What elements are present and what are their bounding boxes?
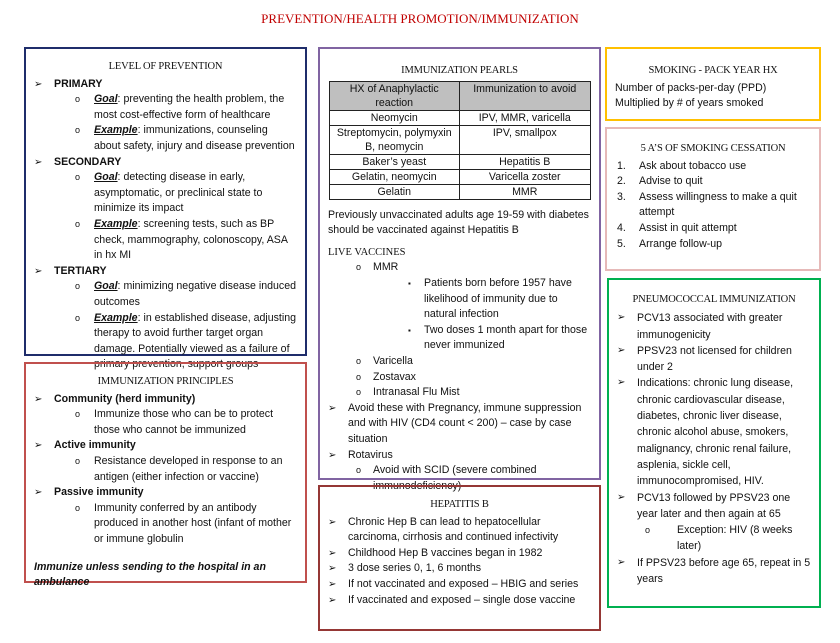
pneumo-heading: PNEUMOCOCCAL IMMUNIZATION — [632, 294, 796, 305]
live-vaccines-heading: LIVE VACCINES — [328, 246, 406, 258]
immunization-pearls-box — [318, 47, 601, 492]
table-row — [329, 169, 590, 184]
table-row — [329, 125, 590, 154]
secondary-label: ➢ SECONDARY — [34, 155, 297, 171]
cell: Hepatitis B — [460, 154, 591, 169]
pneumo-item: ➢ If PPSV23 before age 65, repeat in 5 years — [617, 555, 811, 588]
primary-example: o Example: immunizations, counseling about safety, injury and disease prevention — [34, 123, 297, 154]
levels-heading: LEVEL OF PREVENTION — [108, 61, 223, 72]
varicella-item: o Varicella — [328, 354, 591, 370]
rotavirus-note: o Avoid with SCID (severe combined immunodeficiency) — [328, 463, 591, 494]
cessation-item: 4. Assist in quit attempt — [617, 221, 737, 234]
cell: Neomycin — [329, 110, 460, 125]
cell: Baker’s yeast — [329, 154, 460, 169]
secondary-goal: o Goal: detecting disease in early, asymptomatic, or preclinical state to minimize its impact — [34, 170, 297, 217]
smoking-line: Multiplied by # of years smoked — [615, 97, 764, 110]
cessation-item: 2. Advise to quit — [617, 175, 703, 188]
hepatitis-b-box — [318, 485, 601, 631]
cell: Gelatin, neomycin — [329, 169, 460, 184]
smoking-box — [605, 47, 821, 121]
community-label: ➢ Community (herd immunity) — [34, 392, 297, 408]
hepb-item: ➢ If not vaccinated and exposed – HBIG and series — [328, 577, 591, 593]
cell: Varicella zoster — [460, 169, 591, 184]
tertiary-label: ➢ TERTIARY — [34, 264, 297, 280]
avoid-note: ➢ Avoid these with Pregnancy, immune suppression and with HIV (CD4 count < 200) – case by case situation — [328, 401, 591, 448]
mmr-note: ▪ Two doses 1 month apart for those never immunized — [328, 323, 591, 354]
flu-item: o Intranasal Flu Mist — [328, 385, 591, 401]
page-title: PREVENTION/HEALTH PROMOTION/IMMUNIZATION — [261, 11, 579, 26]
mmr-note: ▪ Patients born before 1957 have likelihood of immunity due to natural infection — [328, 276, 591, 323]
hepb-item: ➢ Childhood Hep B vaccines began in 1982 — [328, 546, 591, 562]
pearls-heading: IMMUNIZATION PEARLS — [401, 65, 518, 76]
passive-desc: o Immunity conferred by an antibody produced in another host (infant of mother or immune globulin — [34, 501, 297, 548]
cell: IPV, MMR, varicella — [460, 110, 591, 125]
pneumococcal-box — [607, 278, 821, 608]
active-label: ➢ Active immunity — [34, 438, 297, 454]
pneumo-exception: o Exception: HIV (8 weeks later) — [617, 522, 811, 555]
table-row — [329, 154, 590, 169]
cessation-item: 3. Assess willingness to make a quit attempt — [617, 190, 797, 219]
diabetes-note: Previously unvaccinated adults age 19-59 with diabetes should be vaccinated against Hepatitis B — [328, 208, 589, 237]
hepb-item: ➢ Chronic Hep B can lead to hepatocellular carcinoma, cirrhosis and continued infectivity — [328, 515, 591, 546]
cessation-heading: 5 A’S OF SMOKING CESSATION — [640, 143, 786, 154]
mmr-item: o MMR — [328, 260, 591, 276]
tertiary-goal: o Goal: minimizing negative disease induced outcomes — [34, 279, 297, 310]
levels-of-prevention-box — [24, 47, 307, 371]
tertiary-example: o Example: in established disease, adjusting therapy to avoid further target organ damage. Potentially viewed as a failure of primary prevention, support groups — [34, 311, 297, 373]
col-header: HX of Anaphylactic reaction — [329, 81, 460, 110]
primary-goal: o Goal: preventing the health problem, the most cost-effective form of healthcare — [34, 92, 297, 123]
cell: IPV, smallpox — [460, 125, 591, 154]
cell: Gelatin — [329, 184, 460, 199]
anaphylaxis-table — [329, 81, 591, 200]
cessation-box — [605, 127, 821, 271]
passive-label: ➢ Passive immunity — [34, 485, 297, 501]
primary-label: ➢ PRIMARY — [34, 77, 297, 93]
pneumo-item: ➢ PPSV23 not licensed for children under 2 — [617, 343, 811, 376]
hepb-item: ➢ If vaccinated and exposed – single dose vaccine — [328, 593, 591, 609]
cessation-item: 1. Ask about tobacco use — [617, 159, 747, 172]
active-desc: o Resistance developed in response to an antigen (either infection or vaccine) — [34, 454, 297, 485]
principles-heading: IMMUNIZATION PRINCIPLES — [97, 376, 234, 387]
pneumo-item: ➢ PCV13 followed by PPSV23 one year later and then again at 65 — [617, 490, 811, 523]
table-row — [329, 184, 590, 199]
hepb-heading: HEPATITIS B — [430, 499, 489, 510]
cell: Streptomycin, polymyxin B, neomycin — [329, 125, 460, 154]
community-desc: o Immunize those who can be to protect those who cannot be immunized — [34, 407, 297, 438]
table-row — [329, 110, 590, 125]
pneumo-item: ➢ Indications: chronic lung disease, chronic cardiovascular disease, diabetes, chronic liver disease, chronic alcohol abuse, smokers, malignancy, chronic renal failure, asplenia, sickle cell, immunocompromised, HIV. — [617, 375, 811, 489]
rotavirus-item: ➢ Rotavirus — [328, 448, 591, 464]
smoking-heading: SMOKING - PACK YEAR HX — [648, 65, 778, 76]
smoking-line: Number of packs-per-day (PPD) — [615, 81, 767, 94]
cessation-item: 5. Arrange follow-up — [617, 237, 723, 250]
cell: MMR — [460, 184, 591, 199]
principles-footer: Immunize unless sending to the hospital in an ambulance — [34, 560, 266, 589]
zostavax-item: o Zostavax — [328, 370, 591, 386]
immunization-principles-box — [24, 362, 307, 589]
pneumo-item: ➢ PCV13 associated with greater immunogenicity — [617, 310, 811, 343]
col-header: Immunization to avoid — [460, 81, 591, 110]
secondary-example: o Example: screening tests, such as BP check, mammography, colonoscopy, ASA in hx MI — [34, 217, 297, 264]
hepb-item: ➢ 3 dose series 0, 1, 6 months — [328, 561, 591, 577]
